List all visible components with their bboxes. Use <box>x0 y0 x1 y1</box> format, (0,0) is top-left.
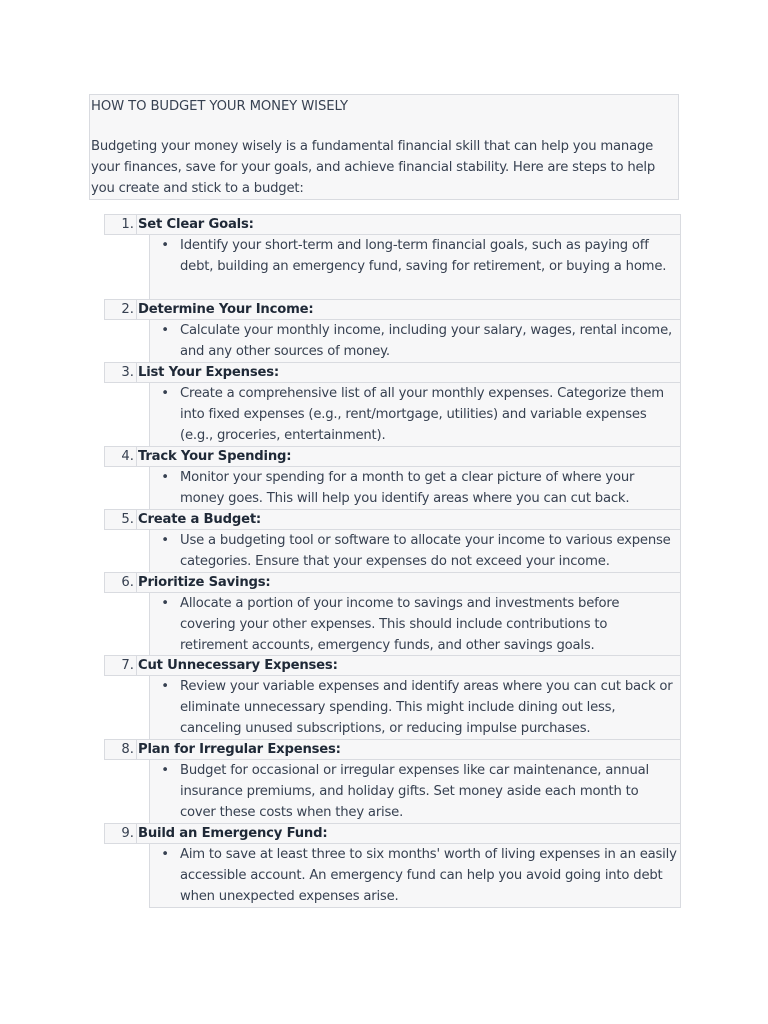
step-detail <box>149 320 681 363</box>
step-title: Create a Budget: <box>136 510 680 529</box>
step-detail-text: Calculate your monthly income, including your salary, wages, rental income, and any other sources of money. <box>180 323 672 359</box>
step-detail-text: Monitor your spending for a month to get a clear picture of where your money goes. This will help you identify areas where you can cut back. <box>180 470 635 506</box>
step-number: 3. <box>121 365 134 380</box>
bullet-icon: • <box>161 323 169 338</box>
step-header <box>104 446 681 467</box>
step-title: Cut Unnecessary Expenses: <box>136 656 680 675</box>
step-header <box>104 509 681 530</box>
step-item <box>104 362 681 447</box>
bullet-icon: • <box>161 596 169 611</box>
step-number: 7. <box>121 658 134 673</box>
step-detail-text: Use a budgeting tool or software to allocate your income to various expense categories. Ensure that your expenses do not exceed your income. <box>180 533 671 569</box>
step-header <box>104 299 681 320</box>
bullet-icon: • <box>161 679 169 694</box>
step-item <box>104 572 681 656</box>
bullet-icon: • <box>161 847 169 862</box>
step-number: 8. <box>121 742 134 757</box>
step-detail <box>149 760 681 824</box>
step-item <box>104 655 681 740</box>
step-detail-text: Identify your short-term and long-term financial goals, such as paying off debt, building an emergency fund, saving for retirement, or buying a home. <box>180 238 667 274</box>
steps-list <box>104 215 681 908</box>
step-title: Prioritize Savings: <box>136 573 680 592</box>
bullet-icon: • <box>161 386 169 401</box>
step-header <box>104 655 681 676</box>
intro-block <box>89 94 679 200</box>
intro-paragraph: Budgeting your money wisely is a fundamental financial skill that can help you manage your finances, save for your goals, and achieve financial stability. Here are steps to help you create and stick to a budget: <box>91 139 656 196</box>
step-detail <box>149 530 681 573</box>
step-number: 1. <box>121 217 134 232</box>
step-item <box>104 214 681 300</box>
step-title: Set Clear Goals: <box>136 215 680 234</box>
step-title: Plan for Irregular Expenses: <box>136 740 680 759</box>
step-header <box>104 362 681 383</box>
step-item <box>104 739 681 824</box>
step-number: 4. <box>121 449 134 464</box>
step-title: Track Your Spending: <box>136 447 680 466</box>
step-item <box>104 446 681 510</box>
step-title: Build an Emergency Fund: <box>136 824 680 843</box>
step-detail-text: Allocate a portion of your income to savings and investments before covering your other expenses. This should include contributions to retirement accounts, emergency funds, and other savings goals. <box>180 596 620 653</box>
step-header <box>104 214 681 235</box>
step-header <box>104 739 681 760</box>
step-number: 5. <box>121 512 134 527</box>
step-item <box>104 509 681 573</box>
document-title: HOW TO BUDGET YOUR MONEY WISELY <box>91 99 348 114</box>
bullet-icon: • <box>161 533 169 548</box>
step-detail-text: Create a comprehensive list of all your monthly expenses. Categorize them into fixed expenses (e.g., rent/mortgage, utilities) and variable expenses (e.g., groceries, entertainment). <box>180 386 664 443</box>
step-detail <box>149 844 681 908</box>
step-detail <box>149 467 681 510</box>
step-number: 2. <box>121 302 134 317</box>
step-title: List Your Expenses: <box>136 363 680 382</box>
step-detail-text: Review your variable expenses and identify areas where you can cut back or eliminate unnecessary spending. This might include dining out less, canceling unused subscriptions, or reducing impulse purchases. <box>180 679 673 736</box>
step-detail-text: Aim to save at least three to six months' worth of living expenses in an easily accessible account. An emergency fund can help you avoid going into debt when unexpected expenses arise. <box>180 847 677 904</box>
bullet-icon: • <box>161 763 169 778</box>
bullet-icon: • <box>161 470 169 485</box>
step-item <box>104 823 681 908</box>
step-number: 9. <box>121 826 134 841</box>
bullet-icon: • <box>161 238 169 253</box>
step-title: Determine Your Income: <box>136 300 680 319</box>
step-number: 6. <box>121 575 134 590</box>
step-detail <box>149 593 681 656</box>
step-detail-text: Budget for occasional or irregular expenses like car maintenance, annual insurance premiums, and holiday gifts. Set money aside each month to cover these costs when they arise. <box>180 763 649 820</box>
step-item <box>104 299 681 363</box>
step-detail <box>149 676 681 740</box>
step-detail <box>149 383 681 447</box>
step-header <box>104 572 681 593</box>
step-header <box>104 823 681 844</box>
step-detail <box>149 235 681 300</box>
